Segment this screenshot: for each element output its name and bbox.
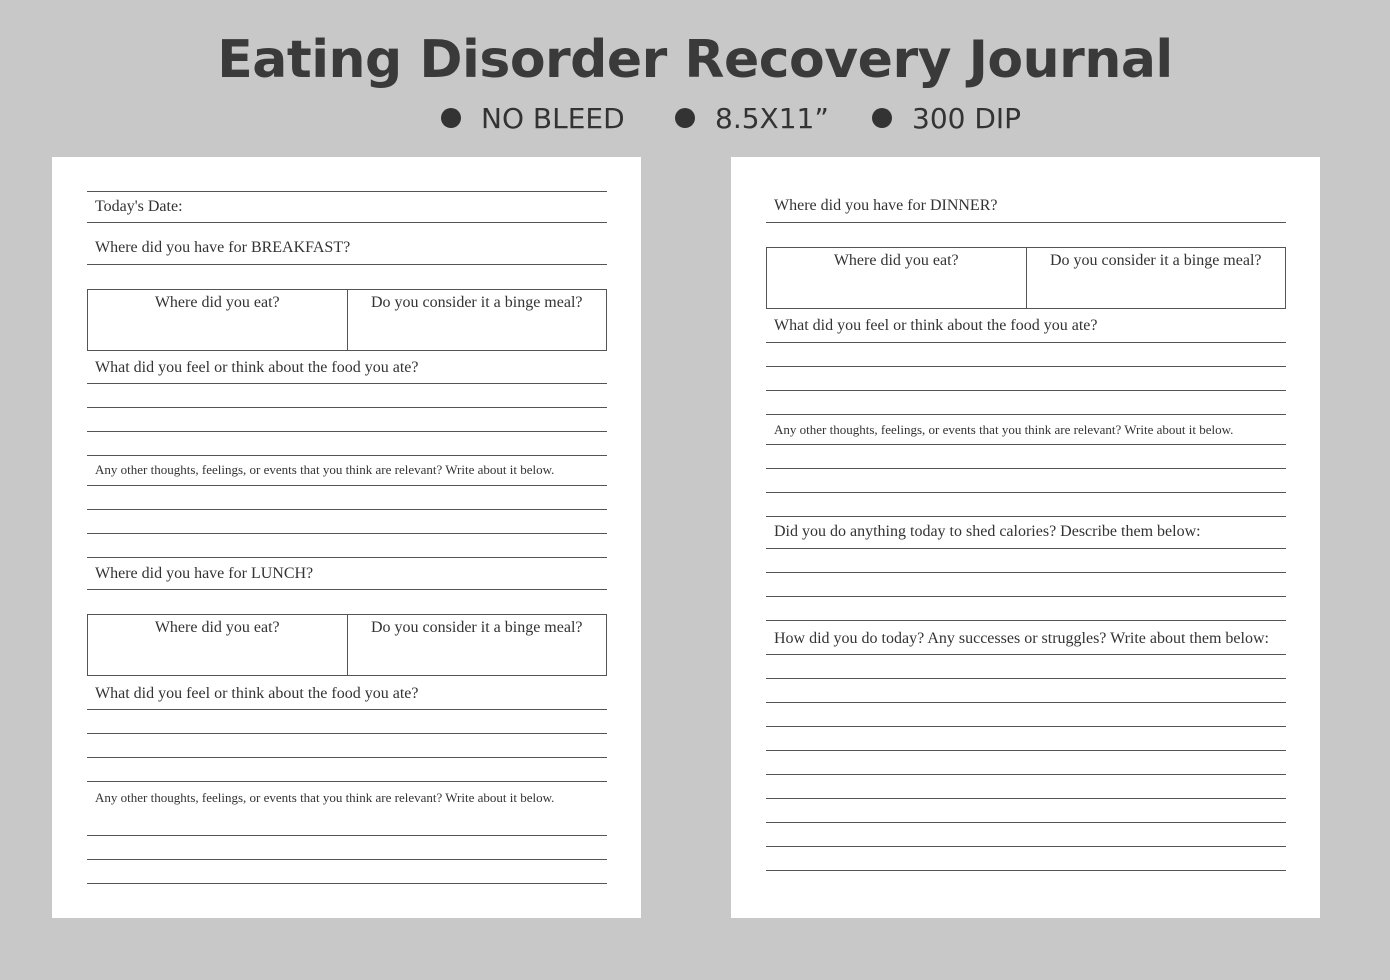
journal-title: Eating Disorder Recovery Journal <box>217 30 1173 90</box>
write-line[interactable] <box>87 533 607 534</box>
breakfast-other-label: Any other thoughts, feelings, or events that you think are relevant? Write about it below. <box>95 462 555 477</box>
bullet-icon <box>872 108 892 128</box>
journal-page-left <box>52 157 641 918</box>
dinner-feel-label: What did you feel or think about the food you ate? <box>774 317 1098 334</box>
breakfast-table <box>87 289 607 351</box>
spec-dpi: 300 DIP <box>912 101 1022 135</box>
write-line[interactable] <box>766 366 1286 367</box>
spec-no-bleed: NO BLEED <box>481 101 625 135</box>
write-line[interactable] <box>766 620 1286 621</box>
spec-item <box>872 98 1021 138</box>
write-line[interactable] <box>766 468 1286 469</box>
write-line[interactable] <box>766 492 1286 493</box>
dinner-where-cell[interactable]: Where did you eat? <box>833 252 959 269</box>
write-line[interactable] <box>766 798 1286 799</box>
write-line[interactable] <box>766 750 1286 751</box>
dinner-label: Where did you have for DINNER? <box>774 197 998 214</box>
spec-list <box>0 98 1390 138</box>
write-line[interactable] <box>766 702 1286 703</box>
lunch-other-label: Any other thoughts, feelings, or events that you think are relevant? Write about it below. <box>95 790 555 805</box>
journal-page-right <box>731 157 1320 918</box>
dinner-write-line[interactable] <box>766 222 1286 223</box>
write-line[interactable] <box>87 557 607 558</box>
write-line[interactable] <box>87 509 607 510</box>
write-line[interactable] <box>766 596 1286 597</box>
write-line[interactable] <box>766 390 1286 391</box>
write-line[interactable] <box>766 846 1286 847</box>
write-line[interactable] <box>766 870 1286 871</box>
write-line[interactable] <box>766 774 1286 775</box>
write-line[interactable] <box>766 444 1286 445</box>
breakfast-write-line[interactable] <box>87 264 607 265</box>
bullet-icon <box>675 108 695 128</box>
write-line[interactable] <box>766 548 1286 549</box>
write-line[interactable] <box>87 485 607 486</box>
breakfast-feel-label: What did you feel or think about the food you ate? <box>95 359 419 376</box>
write-line[interactable] <box>87 883 607 884</box>
lunch-write-line[interactable] <box>87 589 607 590</box>
dinner-table <box>766 247 1286 309</box>
write-line[interactable] <box>766 726 1286 727</box>
breakfast-binge-cell[interactable]: Do you consider it a binge meal? <box>347 290 607 350</box>
lunch-where-cell[interactable]: Where did you eat? <box>154 619 280 636</box>
breakfast-where-cell[interactable]: Where did you eat? <box>154 294 280 311</box>
write-line[interactable] <box>87 383 607 384</box>
write-line[interactable] <box>766 678 1286 679</box>
spec-item <box>441 98 625 138</box>
dinner-binge-cell[interactable]: Do you consider it a binge meal? <box>1026 248 1286 308</box>
write-line[interactable] <box>87 407 607 408</box>
lunch-table <box>87 614 607 676</box>
write-line[interactable] <box>87 757 607 758</box>
today-label: How did you do today? Any successes or struggles? Write about them below: <box>774 630 1269 647</box>
write-line[interactable] <box>87 431 607 432</box>
date-label: Today's Date: <box>95 198 183 215</box>
lunch-feel-label: What did you feel or think about the food you ate? <box>95 685 419 702</box>
date-write-line[interactable] <box>87 222 607 223</box>
bullet-icon <box>441 108 461 128</box>
write-line[interactable] <box>766 572 1286 573</box>
write-line[interactable] <box>87 835 607 836</box>
write-line[interactable] <box>766 342 1286 343</box>
lunch-binge-cell[interactable]: Do you consider it a binge meal? <box>347 615 607 675</box>
write-line[interactable] <box>87 455 607 456</box>
rule-line <box>87 191 607 192</box>
spec-item <box>675 98 829 138</box>
breakfast-label: Where did you have for BREAKFAST? <box>95 239 351 256</box>
write-line[interactable] <box>87 859 607 860</box>
calories-label: Did you do anything today to shed calories? Describe them below: <box>774 523 1201 540</box>
lunch-label: Where did you have for LUNCH? <box>95 565 314 582</box>
write-line[interactable] <box>766 822 1286 823</box>
write-line[interactable] <box>766 516 1286 517</box>
write-line[interactable] <box>87 709 607 710</box>
write-line[interactable] <box>766 654 1286 655</box>
write-line[interactable] <box>87 733 607 734</box>
spec-size: 8.5X11” <box>715 101 829 135</box>
write-line[interactable] <box>87 781 607 782</box>
dinner-other-label: Any other thoughts, feelings, or events that you think are relevant? Write about it below. <box>774 422 1234 437</box>
write-line[interactable] <box>766 414 1286 415</box>
